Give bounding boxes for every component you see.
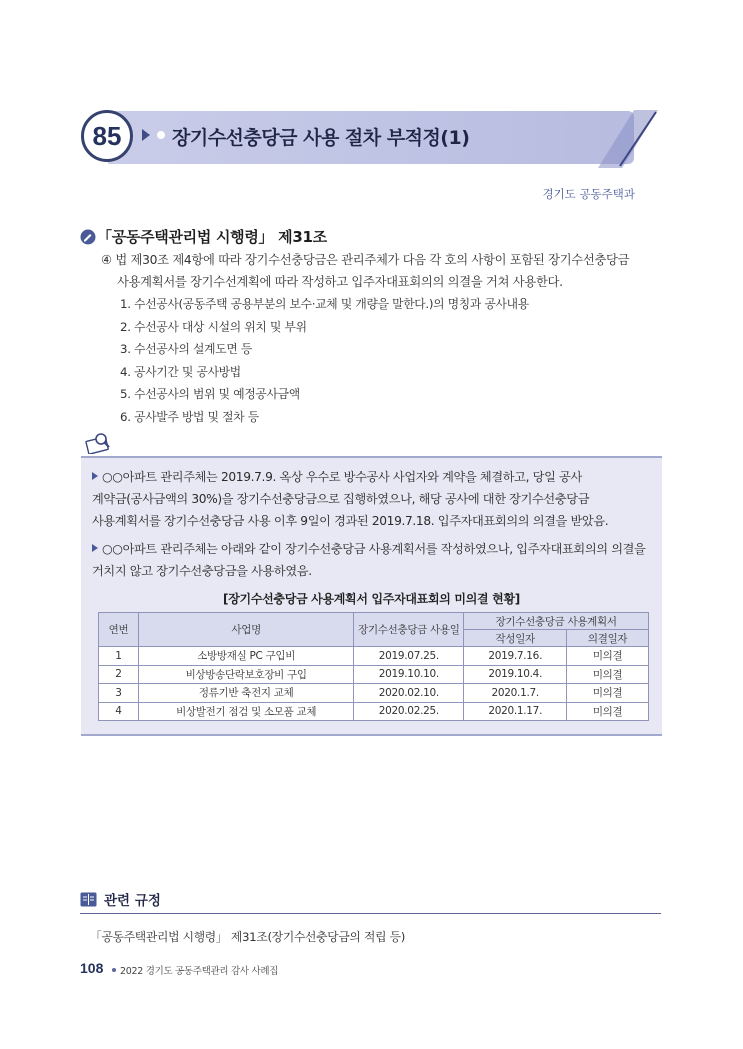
header-no: 연번 [99,613,139,647]
case-paragraph-1 [92,466,647,532]
cell-resolution: 미의결 [567,665,649,684]
cell-use-date: 2019.07.25. [354,647,464,666]
header-written-date: 작성일자 [464,630,567,647]
regulation-item: 2. 수선공사 대상 시설의 위치 및 부위 [120,319,307,334]
regulation-item: 3. 수선공사의 설계도면 등 [120,342,252,357]
book-icon [80,892,97,907]
pen-circle-icon [80,229,96,245]
title-slash-decoration [598,110,658,168]
cell-no: 1 [99,647,139,666]
department-label: 경기도 공동주택과 [542,187,635,201]
cell-resolution: 미의결 [567,684,649,703]
related-text: 「공동주택관리법 시행령」 제31조(장기수선충당금의 적립 등) [90,930,406,944]
cell-no: 2 [99,665,139,684]
regulation-heading: 「공동주택관리법 시행령」 제31조 [97,228,327,246]
table-row [99,684,649,703]
regulation-item: 6. 공사발주 방법 및 절차 등 [120,409,259,424]
page-number: 108 [80,960,104,976]
header-resolution-date: 의결일자 [567,630,649,647]
title-dot-icon [157,131,165,139]
cell-resolution: 미의결 [567,647,649,666]
regulation-paragraph-line1: ④ 법 제30조 제4항에 따라 장기수선충당금은 관리주체가 다음 각 호의 사항이 포함된 장기수선충당금 [101,253,630,267]
cell-written: 2019.7.16. [464,647,567,666]
triangle-bullet-icon [92,544,98,552]
case-paragraph-2 [92,538,647,582]
cell-use-date: 2020.02.25. [354,702,464,721]
case-paragraph-1-line2: 계약금(공사금액의 30%)을 장기수선충당금으로 집행하였으나, 해당 공사에 대한 장기수선충당금 [92,492,590,506]
cell-written: 2020.1.17. [464,702,567,721]
unresolved-plan-table [98,612,649,721]
regulation-paragraph [101,249,667,293]
cell-no: 4 [99,702,139,721]
regulation-item-list [120,293,529,429]
cell-project: 소방방재실 PC 구입비 [138,647,353,666]
cell-use-date: 2020.02.10. [354,684,464,703]
table-row [99,665,649,684]
case-paragraph-2-line1: ○○아파트 관리주체는 아래와 같이 장기수선충당금 사용계획서를 작성하였으나, 입주자대표회의의 의결을 [102,542,646,556]
regulation-paragraph-line2: 사용계획서를 장기수선계획에 따라 작성하고 입주자대표회의의 의결을 거쳐 사용한다. [117,275,563,289]
header-plan-group: 장기수선충당금 사용계획서 [464,613,649,630]
regulation-item: 5. 수선공사의 범위 및 예정공사금액 [120,387,300,402]
case-paragraph-1-line3: 사용계획서를 장기수선충당금 사용 이후 9일이 경과된 2019.7.18. 입주자대표회의의 의결을 받았음. [92,514,609,528]
cell-project: 비상방송단락보호장비 구입 [138,665,353,684]
magnifier-note-icon [84,430,114,454]
table-row [99,702,649,721]
regulation-item: 4. 공사기간 및 공사방법 [120,364,241,379]
cell-resolution: 미의결 [567,702,649,721]
cell-written: 2019.10.4. [464,665,567,684]
header-project: 사업명 [138,613,353,647]
cell-use-date: 2019.10.10. [354,665,464,684]
regulation-item: 1. 수선공사(공동주택 공용부분의 보수·교체 및 개량을 말한다.)의 명칭과 공사내용 [120,297,529,311]
cell-written: 2020.1.7. [464,684,567,703]
case-paragraph-1-line1: ○○아파트 관리주체는 2019.7.9. 옥상 우수로 방수공사 사업자와 계약을 체결하고, 당일 공사 [102,470,582,484]
table-row [99,647,649,666]
title-arrow-icon [142,129,150,141]
header-use-date: 장기수선충당금 사용일 [354,613,464,647]
cell-project: 비상발전기 점검 및 소모품 교체 [138,702,353,721]
case-number-badge: 85 [81,110,133,162]
related-divider [80,913,661,914]
cell-no: 3 [99,684,139,703]
triangle-bullet-icon [92,472,98,480]
case-paragraph-2-line2: 거치지 않고 장기수선충당금을 사용하였음. [92,564,312,578]
related-heading: 관련 규정 [104,893,161,909]
footer-dot-icon [112,968,116,972]
page-title: 장기수선충당금 사용 절차 부적정(1) [172,127,470,149]
footer-book-title: 2022 경기도 공동주택관리 감사 사례집 [120,966,279,977]
cell-project: 정류기반 축전지 교체 [138,684,353,703]
table-caption: [장기수선충당금 사용계획서 입주자대표회의 미의결 현황] [223,592,520,606]
